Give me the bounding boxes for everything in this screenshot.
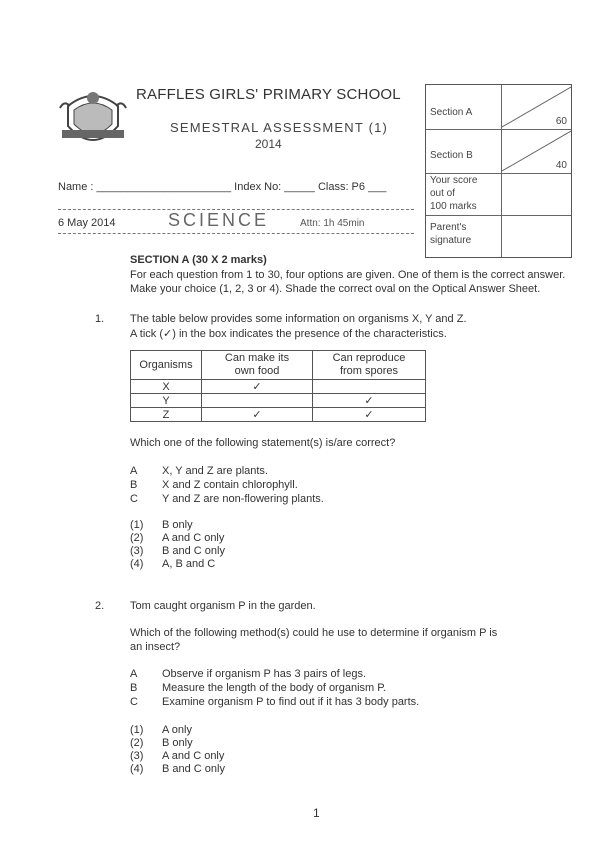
- your-score-line1: Your score: [430, 175, 478, 186]
- question-1-text-2: A tick (✓) in the box indicates the presence of the characteristics.: [130, 328, 447, 340]
- table-cell: ✓: [202, 408, 313, 422]
- subject-title: SCIENCE: [168, 210, 270, 230]
- school-crest-icon: [58, 86, 128, 154]
- section-a-instruction-2: Make your choice (1, 2, 3 or 4). Shade the correct oval on the Optical Answer Sheet.: [130, 283, 541, 295]
- parent-signature-label: [430, 221, 471, 247]
- section-b-label: Section B: [430, 150, 473, 161]
- question-1-text-1: The table below provides some information on organisms X, Y and Z.: [130, 313, 467, 325]
- assessment-title: SEMESTRAL ASSESSMENT (1): [170, 120, 389, 135]
- question-2-prompt-1: Which of the following method(s) could he use to determine if organism P is: [130, 627, 498, 639]
- option-number: (4): [130, 558, 144, 570]
- table-cell: [313, 380, 426, 394]
- table-cell: ✓: [313, 408, 426, 422]
- table-cell: ✓: [313, 394, 426, 408]
- statement-text: Examine organism P to find out if it has 3 body parts.: [162, 696, 420, 708]
- table-cell: ✓: [202, 380, 313, 394]
- option-text: B and C only: [162, 545, 225, 557]
- statement-text: Y and Z are non-flowering plants.: [162, 493, 324, 505]
- question-1-prompt: Which one of the following statement(s) is/are correct?: [130, 437, 396, 449]
- your-score-line3: 100 marks: [430, 201, 477, 212]
- option-number: (1): [130, 724, 144, 736]
- question-2-number: 2.: [95, 600, 105, 612]
- option-number: (3): [130, 545, 144, 557]
- table-row: [131, 408, 426, 422]
- table-row: [131, 394, 426, 408]
- your-score-label: [430, 174, 477, 213]
- question-1-number: 1.: [95, 313, 105, 325]
- statement-text: X and Z contain chlorophyll.: [162, 479, 298, 491]
- statement-text: Observe if organism P has 3 pairs of legs.: [162, 668, 367, 680]
- option-text: A only: [162, 724, 192, 736]
- option-text: B only: [162, 737, 193, 749]
- section-a-max: 60: [555, 116, 567, 127]
- option-text: B and C only: [162, 763, 225, 775]
- statement-letter: A: [130, 668, 138, 680]
- section-a-title: SECTION A (30 X 2 marks): [130, 254, 267, 266]
- table-cell: Y: [131, 394, 202, 408]
- exam-duration: Attn: 1h 45min: [300, 218, 365, 229]
- option-text: B only: [162, 519, 193, 531]
- table-cell: X: [131, 380, 202, 394]
- statement-letter: B: [130, 479, 138, 491]
- option-number: (3): [130, 750, 144, 762]
- statement-letter: C: [130, 493, 138, 505]
- your-score-line2: out of: [430, 188, 456, 199]
- section-a-instruction-1: For each question from 1 to 30, four options are given. One of them is the correct answer.: [130, 269, 566, 281]
- table-header-organisms: Organisms: [131, 351, 202, 380]
- table-row: [131, 380, 426, 394]
- option-number: (1): [130, 519, 144, 531]
- parent-signature-line1: Parent's: [430, 222, 467, 233]
- exam-date: 6 May 2014: [58, 217, 116, 229]
- table-header-spores: Can reproduce from spores: [313, 351, 426, 380]
- option-number: (2): [130, 532, 144, 544]
- table-cell: Z: [131, 408, 202, 422]
- option-text: A, B and C: [162, 558, 216, 570]
- section-b-max: 40: [555, 160, 567, 171]
- page-number: 1: [313, 806, 320, 820]
- table-header-make-food: Can make its own food: [202, 351, 313, 380]
- score-table: [425, 84, 572, 258]
- divider: [58, 233, 414, 234]
- option-number: (2): [130, 737, 144, 749]
- statement-text: Measure the length of the body of organism P.: [162, 682, 387, 694]
- name-index-class-line: Name : ______________________ Index No: _____ Class: P6 ___: [58, 181, 387, 193]
- school-name: RAFFLES GIRLS' PRIMARY SCHOOL: [136, 86, 401, 103]
- statement-letter: B: [130, 682, 138, 694]
- question-2-text: Tom caught organism P in the garden.: [130, 600, 316, 612]
- question-2-prompt-2: an insect?: [130, 641, 181, 653]
- statement-letter: C: [130, 696, 138, 708]
- statement-text: X, Y and Z are plants.: [162, 465, 268, 477]
- option-text: A and C only: [162, 532, 225, 544]
- section-a-label: Section A: [430, 107, 473, 118]
- option-text: A and C only: [162, 750, 225, 762]
- option-number: (4): [130, 763, 144, 775]
- parent-signature-line2: signature: [430, 235, 472, 246]
- statement-letter: A: [130, 465, 138, 477]
- table-cell: [202, 394, 313, 408]
- assessment-year: 2014: [255, 137, 282, 151]
- organism-table: [130, 350, 426, 422]
